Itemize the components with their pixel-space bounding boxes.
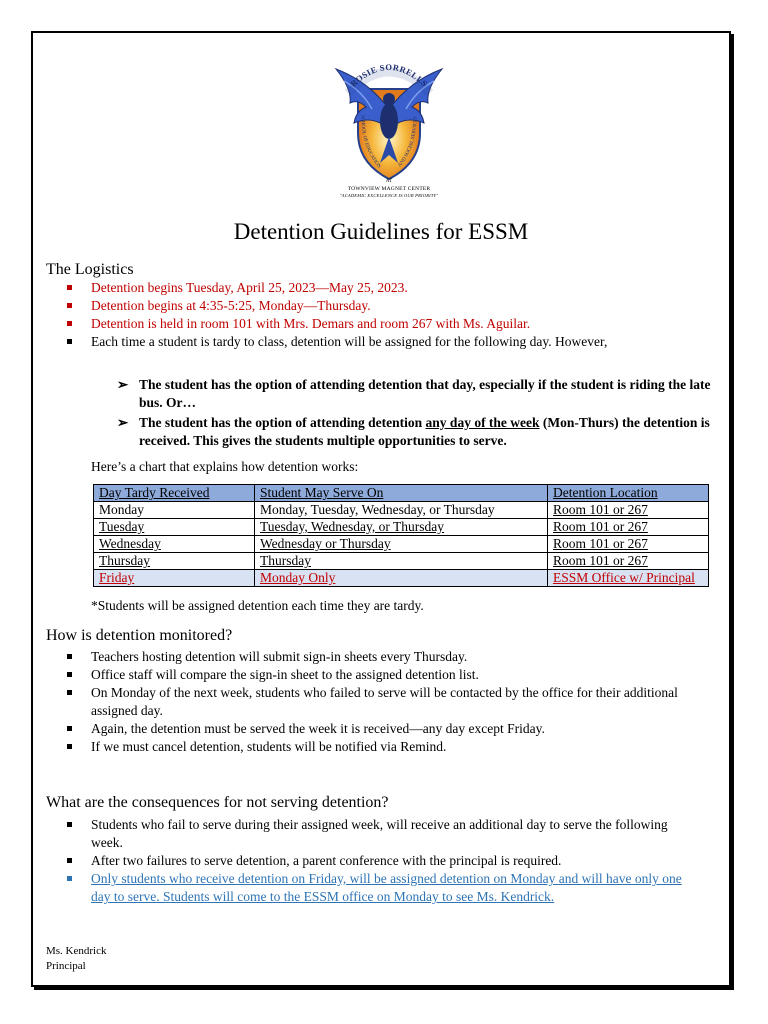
table-header-cell: Student May Serve On [255,485,548,502]
table-cell: Monday Only [255,570,548,587]
bullet-icon [67,876,72,881]
list-item: Detention begins at 4:35-5:25, Monday—Thursday. [33,297,693,315]
option-item: ➢ The student has the option of attending detention any day of the week (Mon-Thurs) the detention is received. This gives the students multiple opportunities to serve. [117,415,710,448]
table-cell: Room 101 or 267 [548,536,709,553]
bullet-icon [67,858,72,863]
consequences-heading: What are the consequences for not serving detention? [46,794,389,811]
table-header-cell: Day Tardy Received [94,485,255,502]
logo-center-name: TOWNVIEW MAGNET CENTER [347,186,431,192]
bullet-icon [67,321,72,326]
table-row [94,553,709,570]
table-row [94,502,709,519]
list-item: Office staff will compare the sign-in sheet to the assigned detention list. [33,666,693,684]
bullet-icon [67,822,72,827]
signature-role: Principal [46,960,86,972]
bullet-icon [67,744,72,749]
list-item: Each time a student is tardy to class, detention will be assigned for the following day. However, [33,333,693,351]
list-item: Again, the detention must be served the week it is received—any day except Friday. [33,720,693,738]
list-item: Detention is held in room 101 with Mrs. Demars and room 267 with Ms. Aguilar. [33,315,693,333]
list-item: If we must cancel detention, students will be notified via Remind. [33,738,693,756]
bullet-icon [67,726,72,731]
table-cell: Thursday [255,553,548,570]
phoenix-crest-icon [328,51,450,186]
bullet-icon [67,303,72,308]
table-row [94,536,709,553]
page-title: Detention Guidelines for ESSM [233,219,529,244]
detention-table [93,484,709,587]
table-row-friday [94,570,709,587]
list-item: After two failures to serve detention, a parent conference with the principal is required. [33,852,693,870]
list-item: On Monday of the next week, students who failed to serve will be contacted by the office for their additional assigned day. [33,684,693,720]
table-cell: Monday [94,502,255,519]
table-note: *Students will be assigned detention each time they are tardy. [91,598,424,613]
logo-motto: "ACADEMIC EXCELLENCE IS OUR PRIORITY" [339,193,439,198]
bullet-icon [67,690,72,695]
arrow-bullet-icon: ➢ [117,415,129,430]
logo-left-text: SCHOOL OF EDUCATION [359,115,382,170]
table-cell: Room 101 or 267 [548,553,709,570]
monitoring-list [33,648,693,756]
logistics-list [33,279,693,351]
table-cell: Wednesday [94,536,255,553]
table-cell: Thursday [94,553,255,570]
table-cell: Wednesday or Thursday [255,536,548,553]
table-cell: Monday, Tuesday, Wednesday, or Thursday [255,502,548,519]
logistics-heading: The Logistics [46,261,134,278]
table-header-row [94,485,709,502]
table-cell: Room 101 or 267 [548,519,709,536]
monitoring-heading: How is detention monitored? [46,627,233,644]
table-cell: ESSM Office w/ Principal [548,570,709,587]
signature-block [46,944,107,974]
document-page [31,31,731,987]
chart-intro: Here’s a chart that explains how detention works: [91,459,359,474]
arrow-bullet-icon: ➢ [117,377,129,392]
school-logo [328,51,450,201]
table-cell: Friday [94,570,255,587]
bullet-icon [67,654,72,659]
list-item: Students who fail to serve during their assigned week, will receive an additional day to serve the following week. [33,816,693,852]
options-list [113,376,713,452]
consequences-list [33,816,693,906]
list-item: Detention begins Tuesday, April 25, 2023—May 25, 2023. [33,279,693,297]
logo-at: AT [385,179,393,184]
option-item: ➢ The student has the option of attending detention that day, especially if the student is riding the late bus. Or… [117,377,711,410]
bullet-icon [67,285,72,290]
table-cell: Tuesday, Wednesday, or Thursday [255,519,548,536]
list-item: Teachers hosting detention will submit sign-in sheets every Thursday. [33,648,693,666]
signature-name: Ms. Kendrick [46,945,107,957]
bullet-icon [67,672,72,677]
logo-arc-text: ROSIE SORRELLS [348,61,430,89]
table-row [94,519,709,536]
table-header-cell: Detention Location [548,485,709,502]
bullet-icon [67,339,72,344]
table-cell: Tuesday [94,519,255,536]
logo-right-text: AND SOCIAL SERVICES [397,116,419,169]
list-item-link[interactable]: Only students who receive detention on Friday, will be assigned detention on Monday and will have only one day to serve. Students will come to the ESSM office on Monday to see Ms. Kendrick. [33,870,693,906]
table-cell: Room 101 or 267 [548,502,709,519]
